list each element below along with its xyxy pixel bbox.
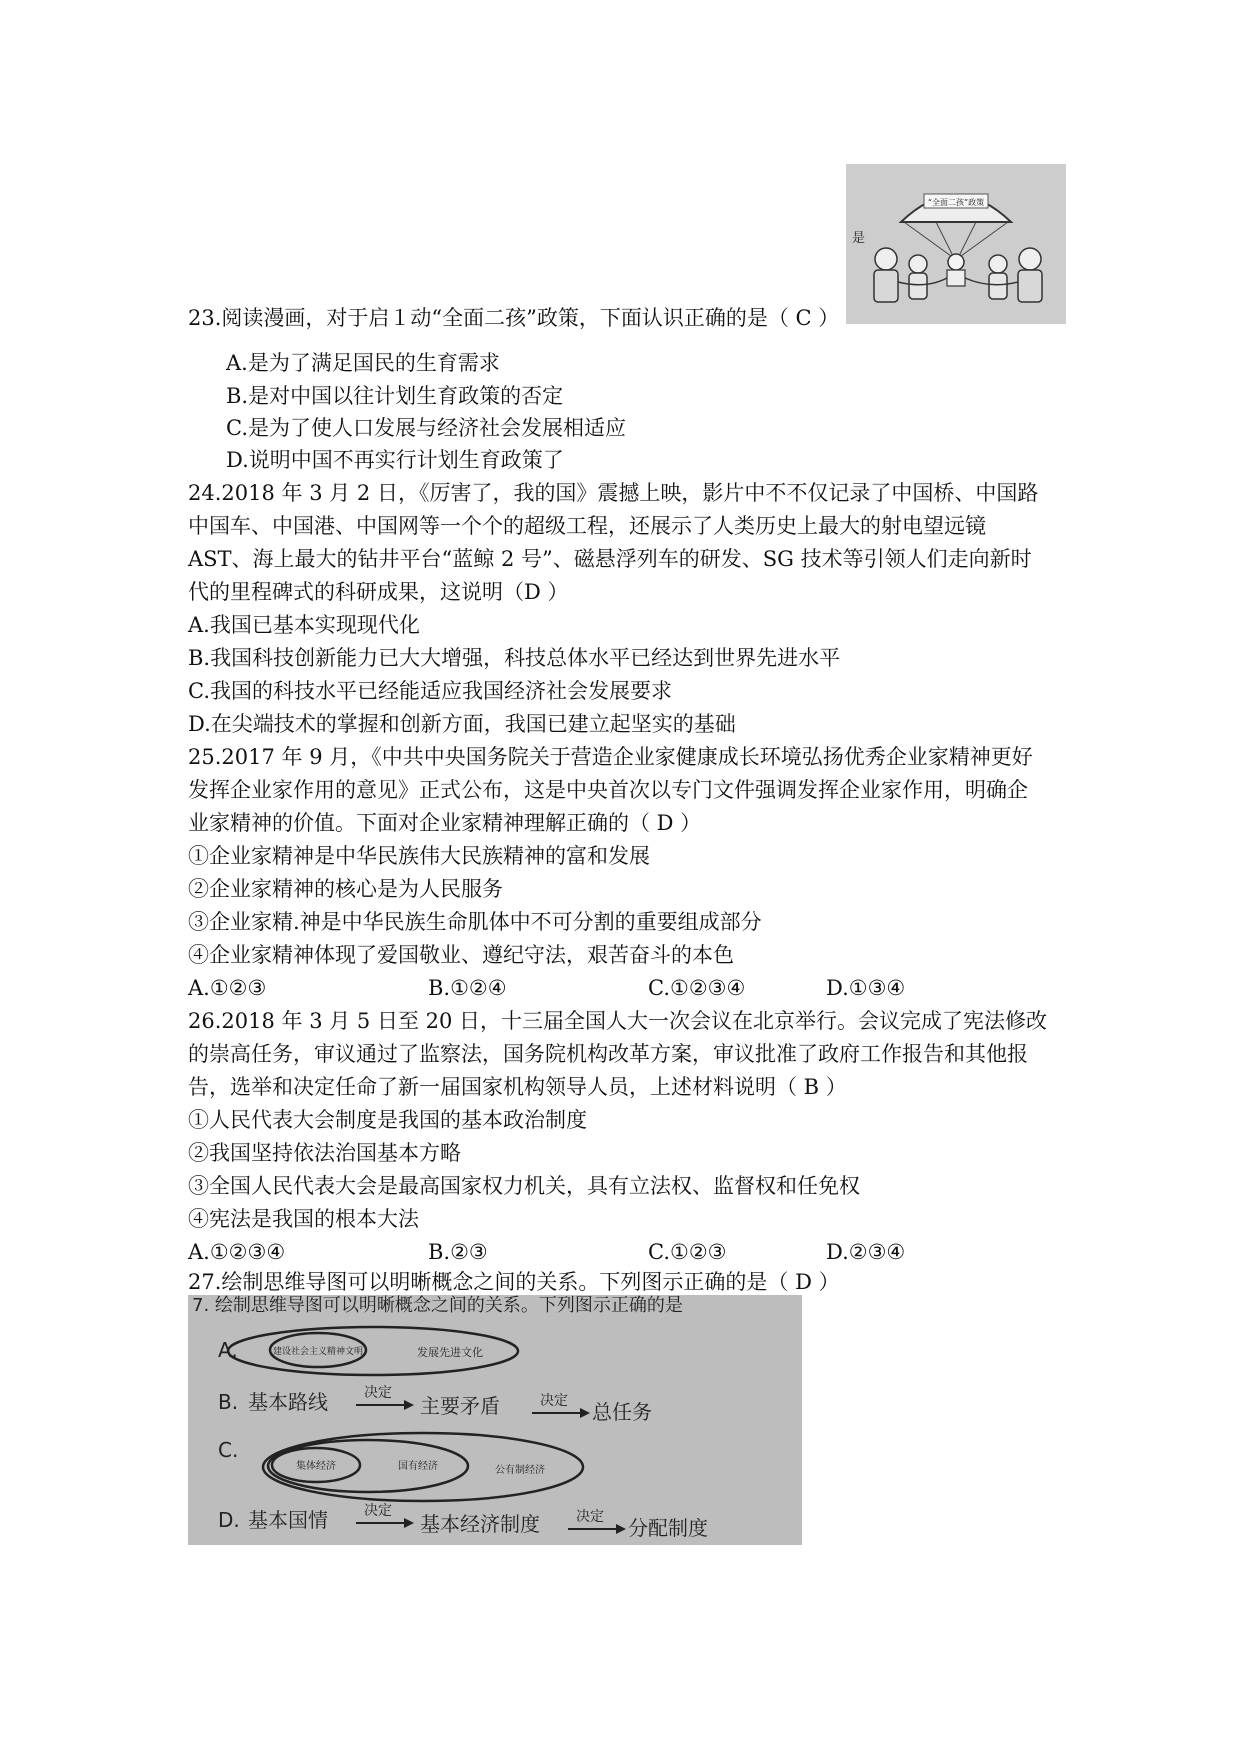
mind-map-d-arrow2-label: 决定 <box>576 1509 604 1525</box>
mind-map-d-start: 基本国情 <box>248 1508 328 1532</box>
q24-stem-line: AST、海上最大的钻井平台“蓝鲸 2 号”、磁悬浮列车的研发、SG 技术等引领人们走向新时 <box>188 547 1032 571</box>
q25-choice-a: A.①②③ <box>188 976 267 1000</box>
mind-map-d-mid: 基本经济制度 <box>420 1512 540 1536</box>
mind-map-a-inner-text: 建设社会主义精神文明 <box>272 1347 364 1357</box>
q24-option-b: B.我国科技创新能力已大大增强，科技总体水平已经达到世界先进水平 <box>188 646 841 670</box>
q24-stem-line: 24.2018 年 3 月 2 日，《厉害了，我的国》震撼上映，影片中不不仅记录了中国桥、中国路 <box>188 481 1039 505</box>
mind-map-c-inner-text: 集体经济 <box>296 1461 336 1472</box>
mind-map-d-label: D. <box>218 1508 240 1532</box>
mind-map-d-end: 分配制度 <box>628 1516 708 1540</box>
q26-stem-line: 的崇高任务，审议通过了监察法，国务院机构改革方案，审议批准了政府工作报告和其他报 <box>188 1042 1028 1066</box>
q25-item: ①企业家精神是中华民族伟大民族精神的富和发展 <box>188 844 650 868</box>
q23-option-c: C.是为了使人口发展与经济社会发展相适应 <box>226 416 626 440</box>
q25-stem-line: 业家精神的价值。下面对企业家精神理解正确的（ D ） <box>188 811 702 835</box>
cartoon-drawing <box>846 164 1066 324</box>
mind-map-b-mid: 主要矛盾 <box>420 1394 500 1418</box>
q24-stem-line: 代的里程碑式的科研成果，这说明（D ） <box>188 580 569 604</box>
q24-stem-line: 中国车、中国港、中国网等一个个的超级工程，还展示了人类历史上最大的射电望远镜 <box>188 514 986 538</box>
q25-item: ②企业家精神的核心是为人民服务 <box>188 877 503 901</box>
mind-map-a-label: A. <box>218 1338 238 1362</box>
mind-map-b-arrow2-label: 决定 <box>540 1393 568 1409</box>
parachute-label: “全面二孩”政策 <box>927 198 985 207</box>
q25-choice-d: D.①③④ <box>826 976 906 1000</box>
q25-stem-line: 发挥企业家作用的意见》正式公布，这是中央首次以专门文件强调发挥企业家作用，明确企 <box>188 778 1028 802</box>
q26-item: ④宪法是我国的根本大法 <box>188 1207 419 1231</box>
mind-map-drawing <box>188 1295 802 1545</box>
mind-map-c-mid-text: 国有经济 <box>398 1461 438 1472</box>
mind-map-b-start: 基本路线 <box>248 1390 328 1414</box>
mind-map-d-arrow1-label: 决定 <box>364 1503 392 1519</box>
cartoon-side-text: 是 <box>852 231 866 246</box>
q25-choice-b: B.①②④ <box>428 976 507 1000</box>
q26-choice-c: C.①②③ <box>648 1240 727 1264</box>
q24-option-c: C.我国的科技水平已经能适应我国经济社会发展要求 <box>188 679 672 703</box>
q25-item: ④企业家精神体现了爱国敬业、遵纪守法，艰苦奋斗的本色 <box>188 943 734 967</box>
q23-option-b: B.是对中国以往计划生育政策的否定 <box>226 384 564 408</box>
q25-choice-c: C.①②③④ <box>648 976 746 1000</box>
q27-stem: 27.绘制思维导图可以明晰概念之间的关系。下列图示正确的是（ D ） <box>188 1270 840 1294</box>
cartoon-image <box>846 164 1066 324</box>
q24-option-d: D.在尖端技术的掌握和创新方面，我国已建立起坚实的基础 <box>188 712 736 736</box>
q23-stem: 23.阅读漫画，对于启１动“全面二孩”政策，下面认识正确的是（ C ） <box>188 306 840 330</box>
q26-stem-line: 告，选举和决定任命了新一届国家机构领导人员，上述材料说明（ B ） <box>188 1075 847 1099</box>
q26-choice-d: D.②③④ <box>826 1240 906 1264</box>
q23-option-a: A.是为了满足国民的生育需求 <box>226 351 500 375</box>
q24-option-a: A.我国已基本实现现代化 <box>188 613 420 637</box>
q25-stem-line: 25.2017 年 9 月，《中共中央国务院关于营造企业家健康成长环境弘扬优秀企业家精神更好 <box>188 745 1033 769</box>
q25-item: ③企业家精.神是中华民族生命肌体中不可分割的重要组成部分 <box>188 910 762 934</box>
q23-option-d: D.说明中国不再实行计划生育政策了 <box>226 448 564 472</box>
q26-choice-a: A.①②③④ <box>188 1240 286 1264</box>
mind-map-c-label: C. <box>218 1438 239 1462</box>
q26-item: ②我国坚持依法治国基本方略 <box>188 1141 461 1165</box>
mind-map-header: 7. 绘制思维导图可以明晰概念之间的关系。下列图示正确的是 <box>192 1295 683 1316</box>
mind-map-image <box>188 1295 802 1545</box>
q26-item: ③全国人民代表大会是最高国家权力机关，具有立法权、监督权和任免权 <box>188 1174 860 1198</box>
q26-stem-line: 26.2018 年 3 月 5 日至 20 日，十三届全国人大一次会议在北京举行。会议完成了宪法修改 <box>188 1009 1048 1033</box>
mind-map-c-outer-text: 公有制经济 <box>495 1465 545 1476</box>
mind-map-b-label: B. <box>218 1390 239 1414</box>
mind-map-a-outer-text: 发展先进文化 <box>417 1346 483 1359</box>
q26-item: ①人民代表大会制度是我国的基本政治制度 <box>188 1108 587 1132</box>
mind-map-b-end: 总任务 <box>592 1400 652 1424</box>
q26-choice-b: B.②③ <box>428 1240 488 1264</box>
mind-map-b-arrow1-label: 决定 <box>364 1385 392 1401</box>
